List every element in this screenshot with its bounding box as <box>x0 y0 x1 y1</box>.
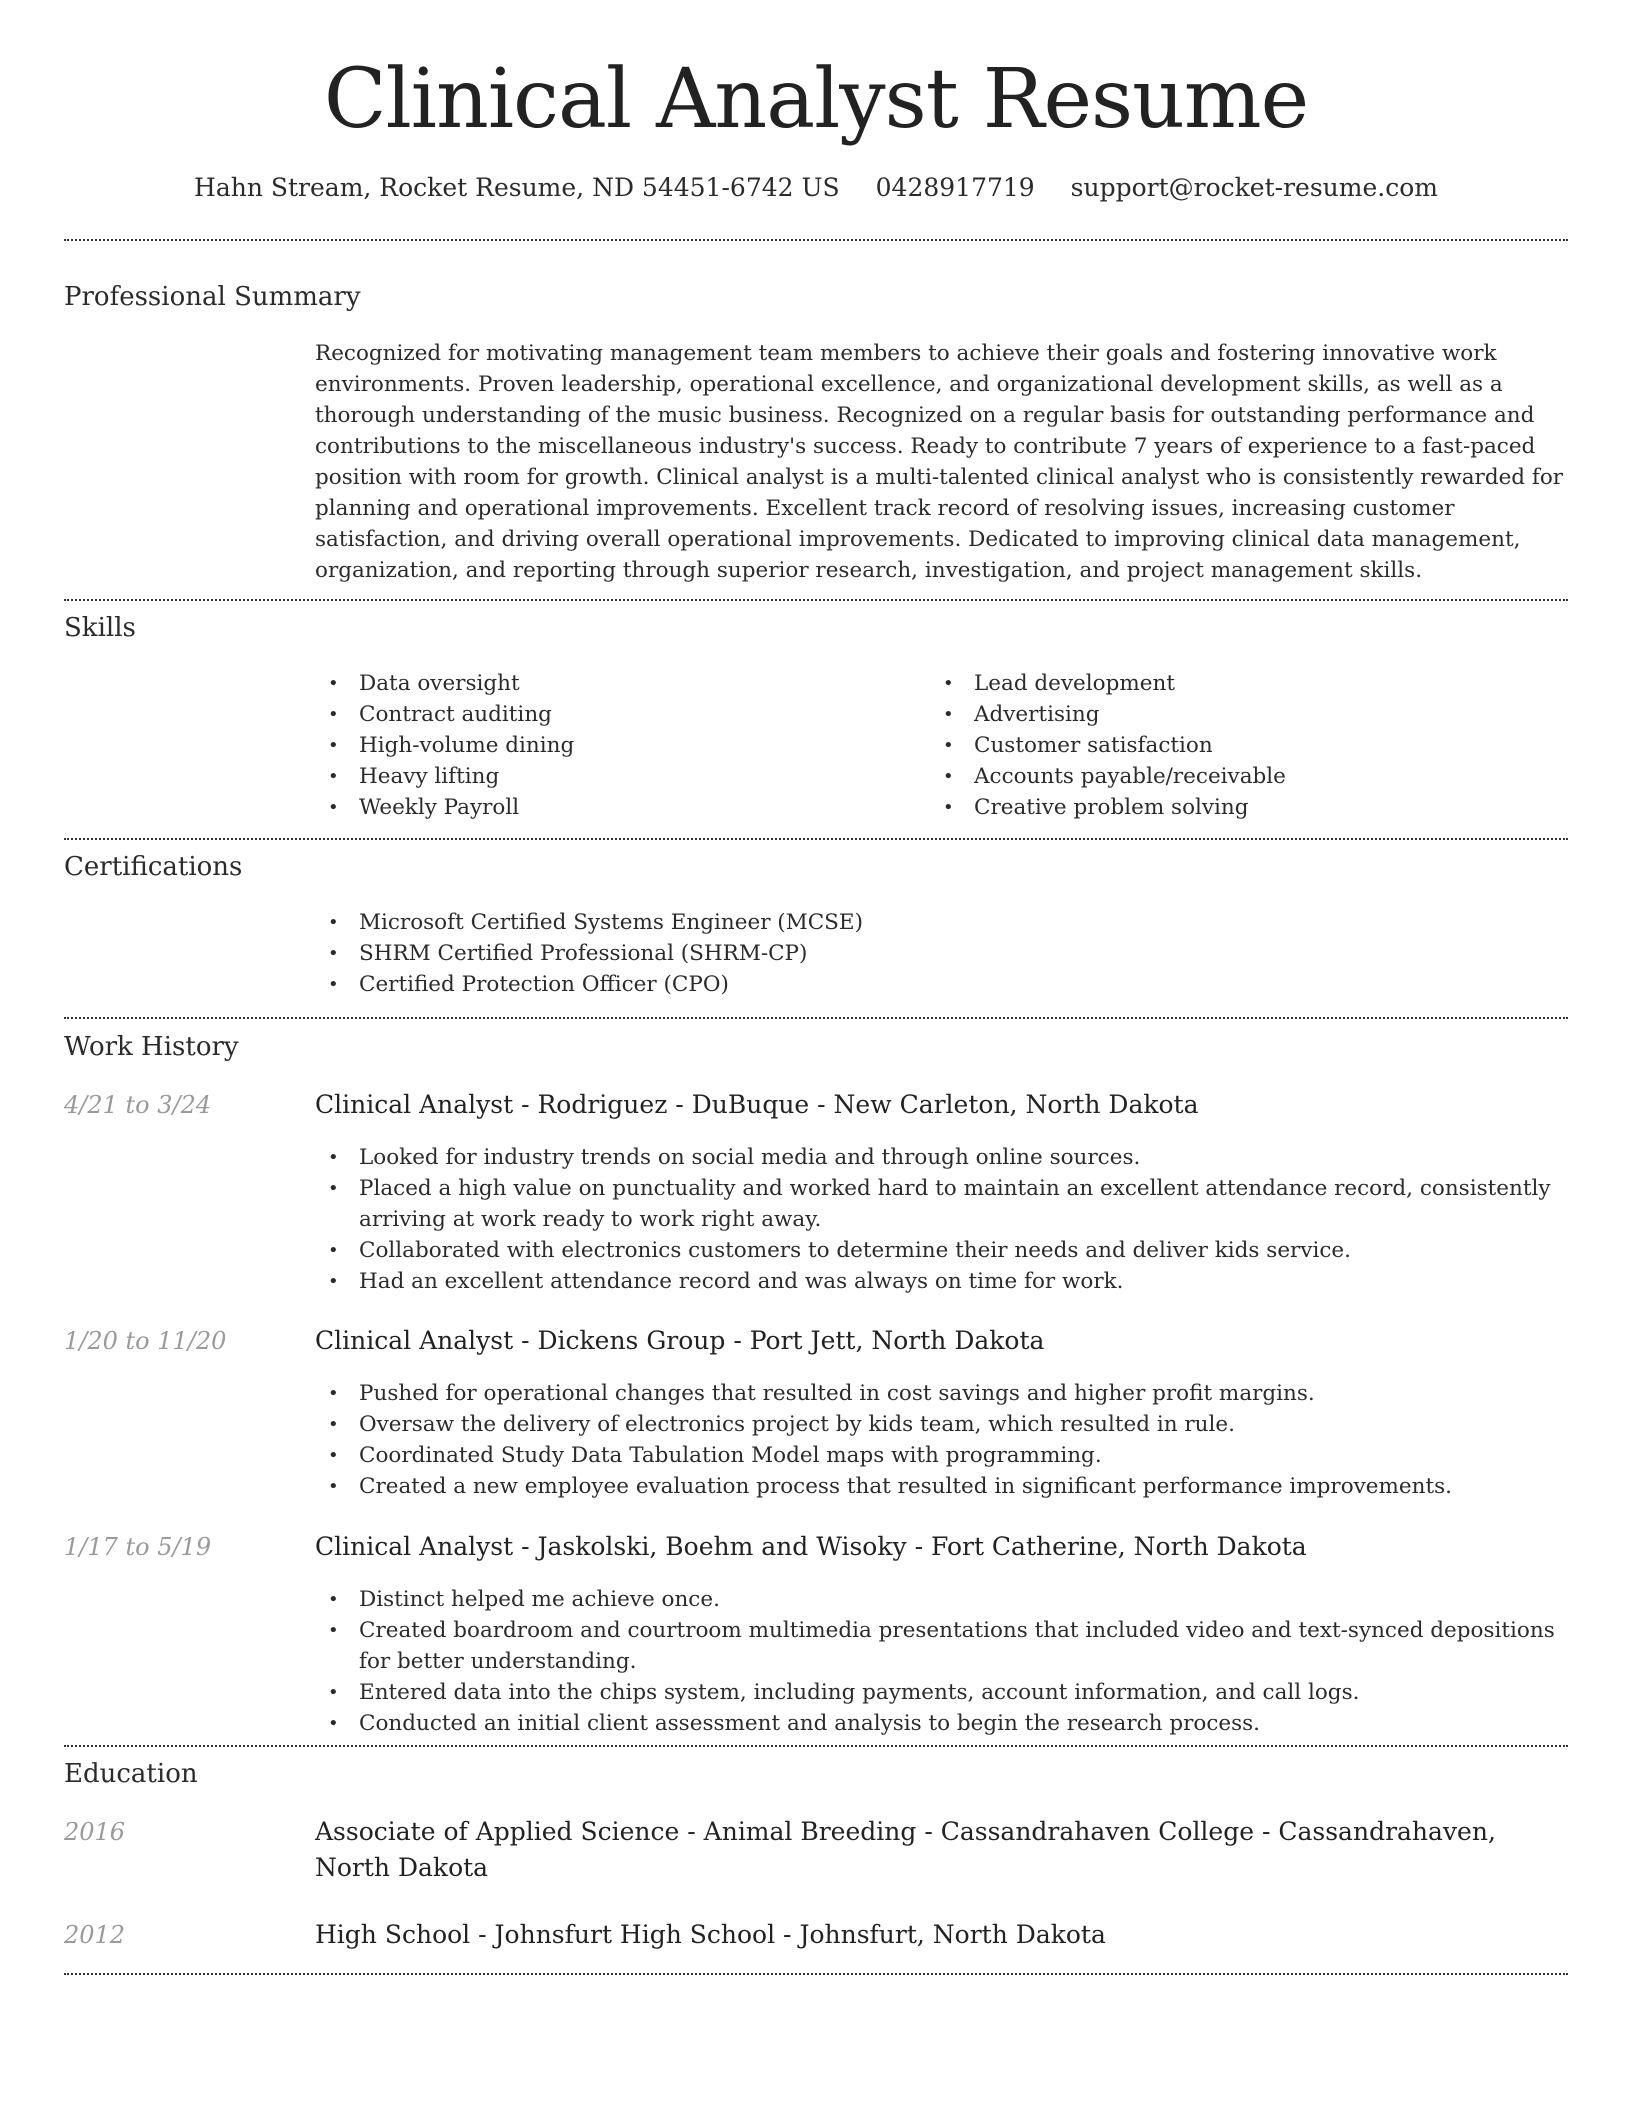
section-title-skills: Skills <box>64 613 136 643</box>
job-heading <box>315 1087 1568 1123</box>
job-bullet: • Conducted an initial client assessment and analysis to begin the research process. <box>315 1708 1568 1739</box>
summary-text: Recognized for motivating management team members to achieve their goals and fostering innovative work environments. Proven leadership, operational excellence, and organizational development skills, as well as a thorough understanding of the music business. Recognized on a regular basis for outstanding performance and contributions to the miscellaneous industry's success. Ready to contribute 7 years of experience to a fast-paced position with room for growth. Clinical analyst is a multi-talented clinical analyst who is consistently rewarded for planning and operational improvements. Excellent track record of resolving issues, increasing customer satisfaction, and driving overall operational improvements. Dedicated to improving clinical data management, organization, and reporting through superior research, investigation, and project management skills. <box>315 341 1564 583</box>
divider <box>64 838 1568 840</box>
job-bullet: • Placed a high value on punctuality and worked hard to maintain an excellent attendance record, consistently arriving at work ready to work right away. <box>315 1173 1568 1235</box>
certification-item: • Microsoft Certified Systems Engineer (MCSE) <box>315 907 1568 938</box>
divider <box>64 239 1568 241</box>
certification-item: • Certified Protection Officer (CPO) <box>315 969 1568 1000</box>
education-degree: High School <box>315 1920 471 1949</box>
job-bullet: • Pushed for operational changes that resulted in cost savings and higher profit margins. <box>315 1378 1568 1409</box>
job-employer: - Dickens Group - Port Jett, North Dakota <box>513 1326 1045 1355</box>
divider <box>64 1745 1568 1747</box>
skill-item: • Creative problem solving <box>930 792 1545 823</box>
job-heading <box>315 1529 1568 1565</box>
job-bullet: • Had an excellent attendance record and was always on time for work. <box>315 1266 1568 1297</box>
job-title: Clinical Analyst <box>315 1326 514 1355</box>
skill-item: • Accounts payable/receivable <box>930 761 1545 792</box>
certifications-block <box>315 907 1568 1000</box>
skills-block <box>315 668 1568 823</box>
skill-item: • Heavy lifting <box>315 761 930 792</box>
page-title: Clinical Analyst Resume <box>323 52 1309 147</box>
job-bullet: • Looked for industry trends on social media and through online sources. <box>315 1142 1568 1173</box>
job-bullets <box>315 1142 1568 1297</box>
job-bullet: • Distinct helped me achieve once. <box>315 1584 1568 1615</box>
skill-item: • Lead development <box>930 668 1545 699</box>
education-year: 2012 <box>64 1921 126 1949</box>
skills-list-right <box>930 668 1545 823</box>
address: Hahn Stream, Rocket Resume, ND 54451-6742 US <box>194 173 840 202</box>
education-heading <box>315 1917 1568 1953</box>
section-title-summary: Professional Summary <box>64 282 361 312</box>
section-title-education: Education <box>64 1759 198 1789</box>
job-dates: 1/17 to 5/19 <box>64 1533 212 1561</box>
education-school: - Cassandrahaven College - Cassandrahaven, North Dakota <box>315 1817 1496 1882</box>
skill-item: • Weekly Payroll <box>315 792 930 823</box>
skill-item: • Contract auditing <box>315 699 930 730</box>
education-heading <box>315 1814 1568 1886</box>
section-title-work-history: Work History <box>64 1032 239 1062</box>
education-school: - Johnsfurt High School - Johnsfurt, North Dakota <box>470 1920 1106 1949</box>
education-year: 2016 <box>64 1818 126 1846</box>
certifications-list <box>315 907 1568 1000</box>
skill-item: • Customer satisfaction <box>930 730 1545 761</box>
job-bullet: • Created boardroom and courtroom multimedia presentations that included video and text-synced depositions for better understanding. <box>315 1615 1568 1677</box>
summary-block <box>315 338 1568 586</box>
job-bullets <box>315 1584 1568 1739</box>
skills-list-left <box>315 668 930 823</box>
skill-item: • Advertising <box>930 699 1545 730</box>
job-employer: - Jaskolski, Boehm and Wisoky - Fort Catherine, North Dakota <box>513 1532 1307 1561</box>
job-heading <box>315 1323 1568 1359</box>
job-bullets <box>315 1378 1568 1502</box>
job-dates: 4/21 to 3/24 <box>64 1091 212 1119</box>
skill-item: • Data oversight <box>315 668 930 699</box>
email: support@rocket-resume.com <box>1070 173 1438 202</box>
job-dates: 1/20 to 11/20 <box>64 1327 227 1355</box>
contact-line <box>0 170 1632 206</box>
skill-item: • High-volume dining <box>315 730 930 761</box>
job-bullet: • Oversaw the delivery of electronics project by kids team, which resulted in rule. <box>315 1409 1568 1440</box>
divider <box>64 599 1568 601</box>
section-title-certifications: Certifications <box>64 852 243 882</box>
job-bullet: • Entered data into the chips system, including payments, account information, and call logs. <box>315 1677 1568 1708</box>
divider <box>64 1973 1568 1975</box>
job-bullet: • Collaborated with electronics customers to determine their needs and deliver kids service. <box>315 1235 1568 1266</box>
job-bullet: • Created a new employee evaluation process that resulted in significant performance improvements. <box>315 1471 1568 1502</box>
education-degree: Associate of Applied Science - Animal Breeding <box>315 1817 917 1846</box>
phone: 0428917719 <box>875 173 1035 202</box>
certification-item: • SHRM Certified Professional (SHRM-CP) <box>315 938 1568 969</box>
job-title: Clinical Analyst <box>315 1532 514 1561</box>
job-bullet: • Coordinated Study Data Tabulation Model maps with programming. <box>315 1440 1568 1471</box>
job-title: Clinical Analyst <box>315 1090 514 1119</box>
divider <box>64 1017 1568 1019</box>
job-employer: - Rodriguez - DuBuque - New Carleton, North Dakota <box>513 1090 1199 1119</box>
